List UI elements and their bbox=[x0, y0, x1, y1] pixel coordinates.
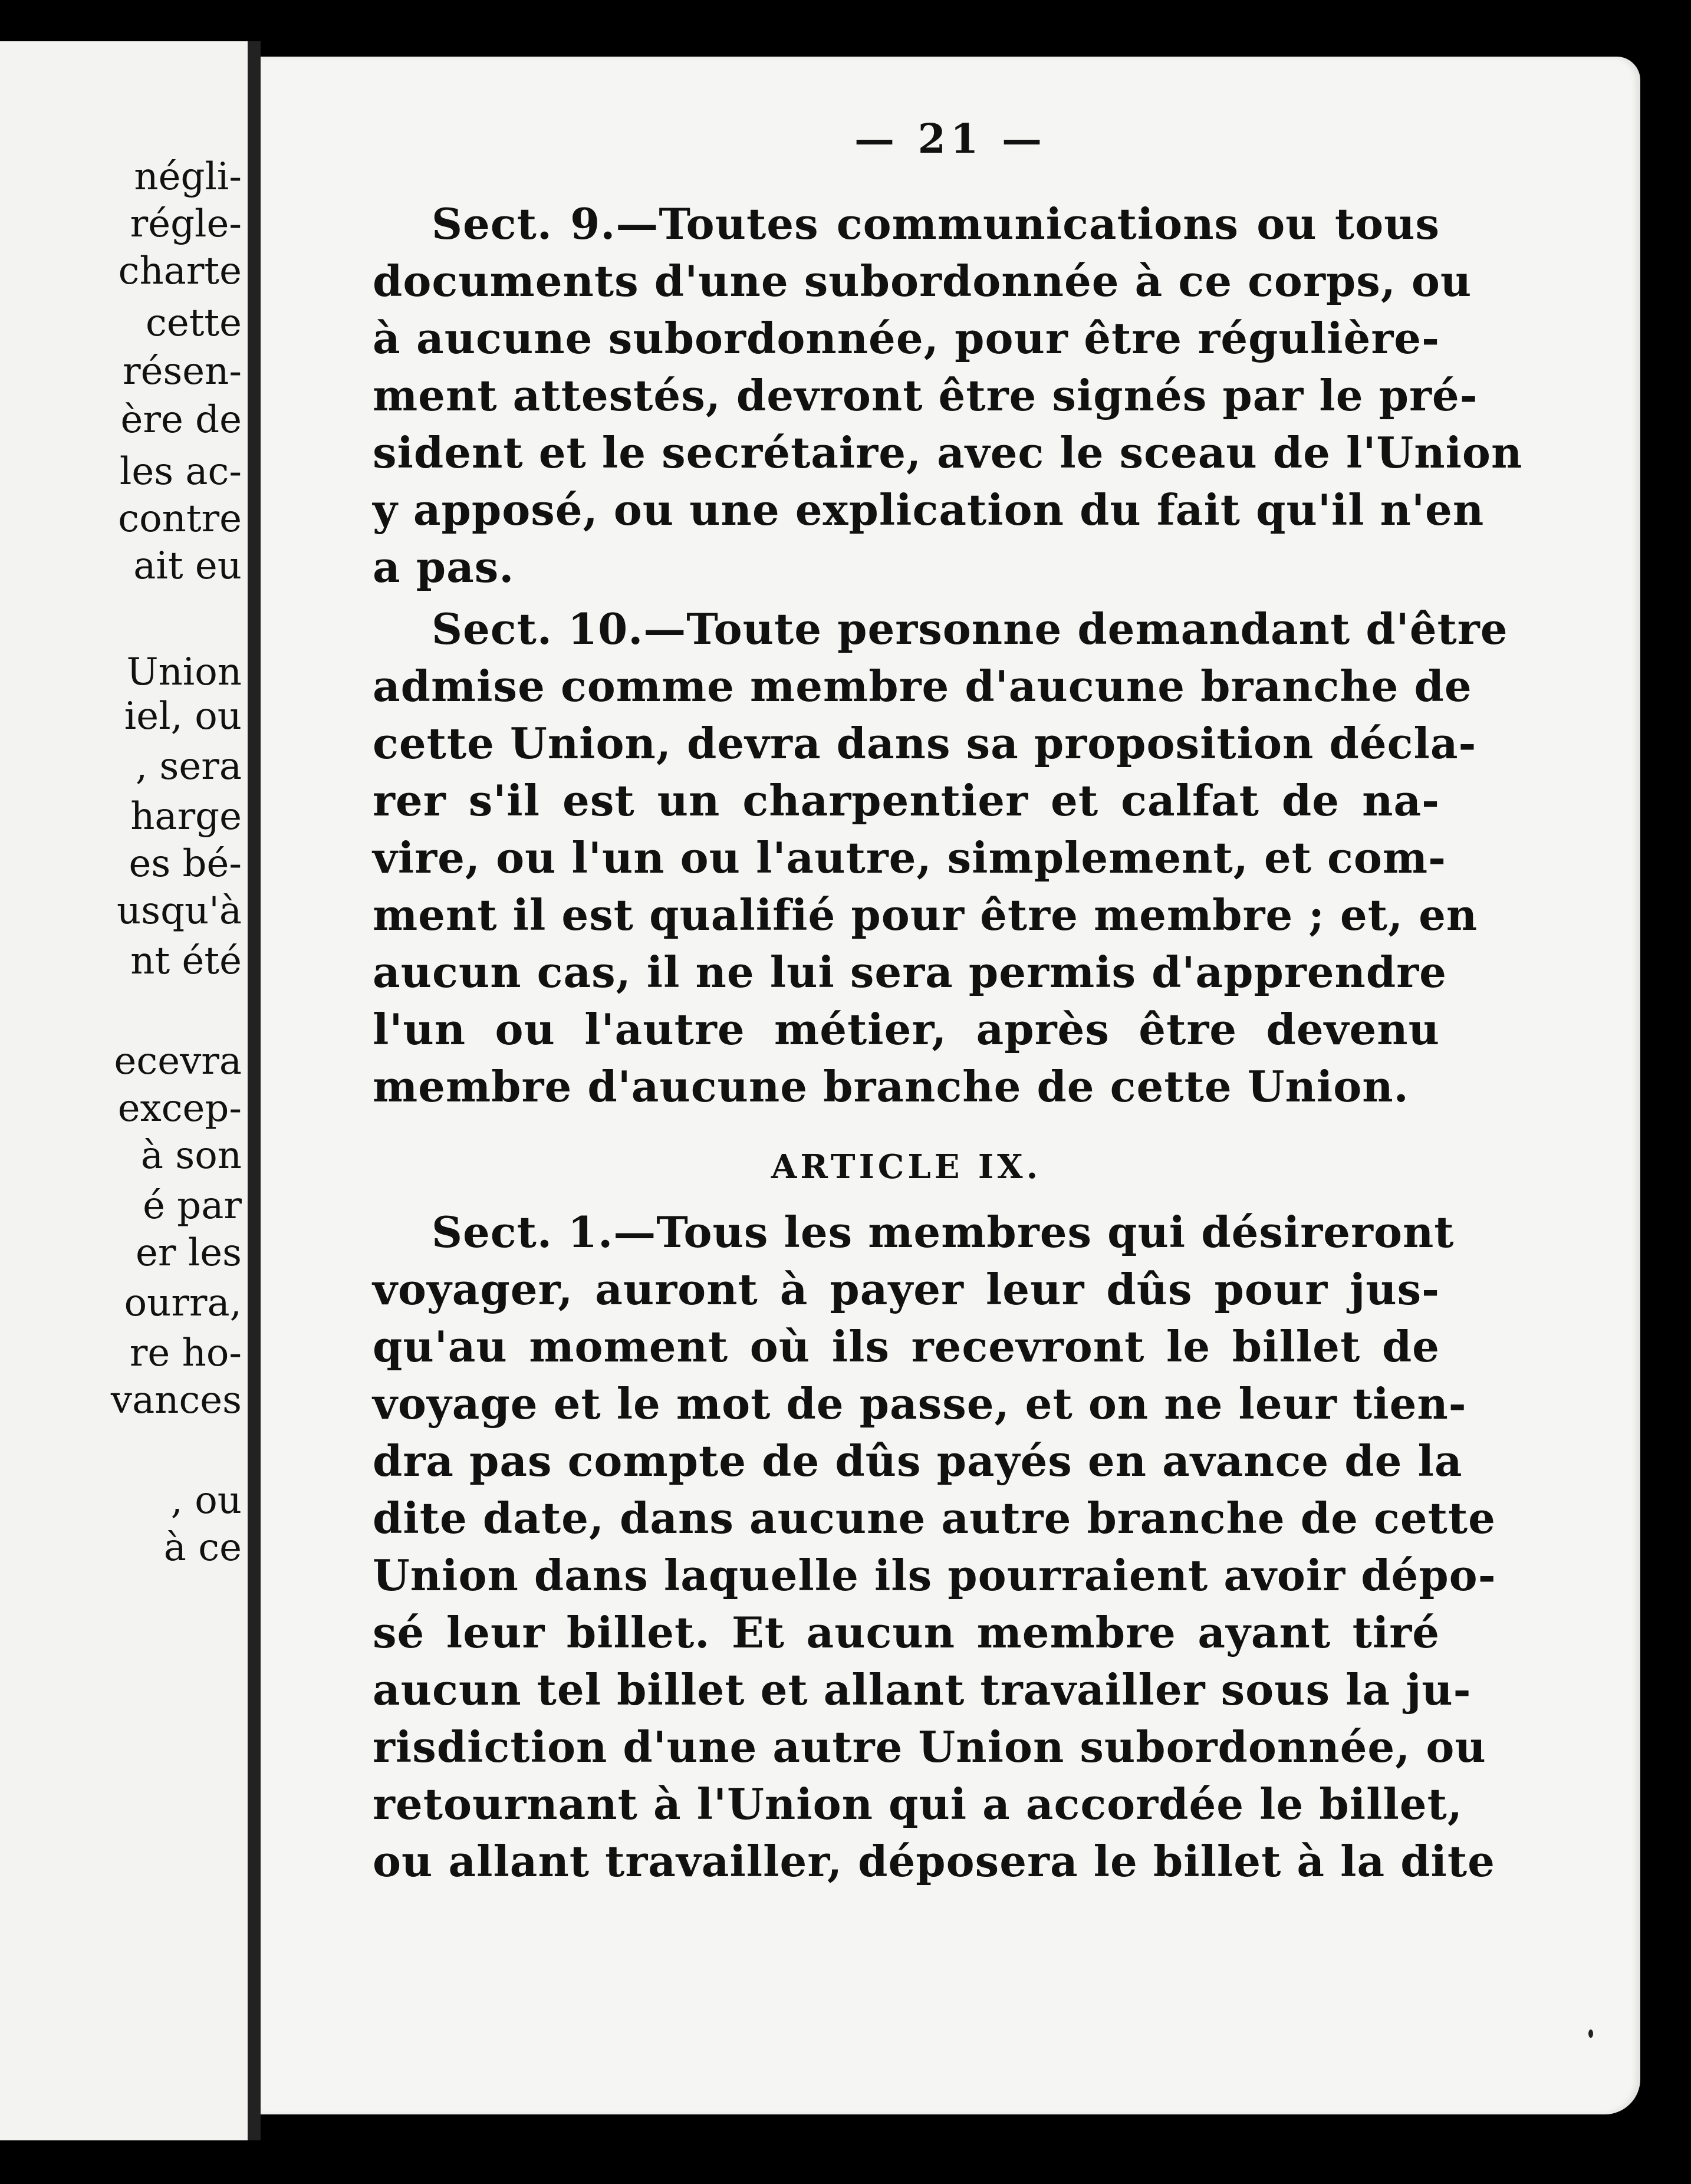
text-line: y apposé, ou une explication du fait qu'il n'en bbox=[373, 485, 1485, 535]
left-page-line: ecevra bbox=[114, 1040, 242, 1083]
body-text bbox=[373, 195, 1523, 1890]
left-page-line: à ce bbox=[163, 1526, 242, 1570]
text-line: ment attestés, devront être signés par le pré- bbox=[373, 370, 1478, 420]
left-page-line: es bé- bbox=[129, 842, 242, 886]
text-line: vire, ou l'un ou l'autre, simplement, et com- bbox=[373, 833, 1446, 883]
left-page-line: contre bbox=[118, 497, 242, 541]
text-line: voyage et le mot de passe, et on ne leur tien- bbox=[373, 1379, 1467, 1429]
left-page-line: iel, ou bbox=[124, 695, 242, 738]
left-page-line: excep- bbox=[117, 1087, 242, 1130]
left-page-fragment bbox=[0, 41, 248, 2140]
left-page-line: vances bbox=[110, 1379, 242, 1422]
left-page-line: Union bbox=[126, 650, 242, 694]
left-page-line: ourra, bbox=[124, 1281, 242, 1325]
text-line: aucun cas, il ne lui sera permis d'apprendre bbox=[373, 947, 1447, 997]
left-page-line: les ac- bbox=[119, 450, 242, 494]
text-line: Sect. 1.—Tous les membres qui désireront bbox=[432, 1207, 1455, 1257]
left-page-line: , sera bbox=[135, 745, 242, 788]
article-9-section-1 bbox=[373, 1203, 1496, 1890]
text-line: dra pas compte de dûs payés en avance de la bbox=[373, 1436, 1463, 1486]
section-10 bbox=[373, 600, 1508, 1115]
text-line: rer s'il est un charpentier et calfat de na- bbox=[373, 775, 1440, 825]
text-line: membre d'aucune branche de cette Union. bbox=[373, 1061, 1409, 1111]
left-page-line: nt été bbox=[130, 939, 242, 983]
text-line: admise comme membre d'aucune branche de bbox=[373, 661, 1472, 711]
text-line: qu'au moment où ils recevront le billet de bbox=[373, 1321, 1440, 1371]
page-number: — 21 — bbox=[854, 116, 1047, 163]
left-page-line: er les bbox=[136, 1231, 242, 1275]
document-page bbox=[261, 57, 1640, 2114]
text-line: l'un ou l'autre métier, après être devenu bbox=[373, 1004, 1440, 1054]
text-line: ment il est qualifié pour être membre ; et, en bbox=[373, 890, 1478, 940]
left-page-line: harge bbox=[130, 795, 242, 838]
section-9 bbox=[373, 195, 1523, 596]
left-page-line: à son bbox=[140, 1134, 242, 1177]
page-gutter bbox=[248, 41, 261, 2140]
text-line: a pas. bbox=[373, 542, 515, 592]
left-page-line: re ho- bbox=[129, 1331, 242, 1375]
left-page-line: charte bbox=[118, 249, 242, 293]
text-line: dite date, dans aucune autre branche de cette bbox=[373, 1493, 1496, 1543]
left-page-line: é par bbox=[143, 1184, 242, 1228]
text-line: Union dans laquelle ils pourraient avoir dépo- bbox=[373, 1550, 1496, 1600]
text-line: cette Union, devra dans sa proposition décla- bbox=[373, 718, 1477, 768]
text-line: Sect. 9.—Toutes communications ou tous bbox=[432, 199, 1440, 249]
text-line: ou allant travailler, déposera le billet à la dite bbox=[373, 1836, 1495, 1886]
text-line: documents d'une subordonnée à ce corps, ou bbox=[373, 256, 1472, 306]
text-line: Sect. 10.—Toute personne demandant d'être bbox=[432, 604, 1508, 654]
left-page-line: résen- bbox=[122, 350, 242, 393]
left-page-line: usqu'à bbox=[117, 889, 242, 933]
ink-speck bbox=[1588, 2030, 1593, 2038]
text-line: sé leur billet. Et aucun membre ayant tiré bbox=[373, 1607, 1440, 1657]
text-line: risdiction d'une autre Union subordonnée, ou bbox=[373, 1722, 1486, 1772]
left-page-line: régle- bbox=[130, 202, 242, 246]
text-line: à aucune subordonnée, pour être régulière- bbox=[373, 313, 1440, 363]
text-line: retournant à l'Union qui a accordée le billet, bbox=[373, 1779, 1463, 1829]
article-heading: ARTICLE IX. bbox=[771, 1147, 1042, 1186]
left-page-line: , ou bbox=[170, 1479, 242, 1522]
text-line: voyager, auront à payer leur dûs pour jus- bbox=[373, 1264, 1440, 1314]
left-page-line: ère de bbox=[120, 398, 242, 442]
text-line: sident et le secrétaire, avec le sceau de l'Union bbox=[373, 427, 1523, 478]
left-page-line: cette bbox=[145, 301, 242, 345]
left-page-line: négli- bbox=[134, 155, 242, 199]
text-line: aucun tel billet et allant travailler sous la ju- bbox=[373, 1665, 1472, 1715]
left-page-line: ait eu bbox=[133, 544, 242, 588]
